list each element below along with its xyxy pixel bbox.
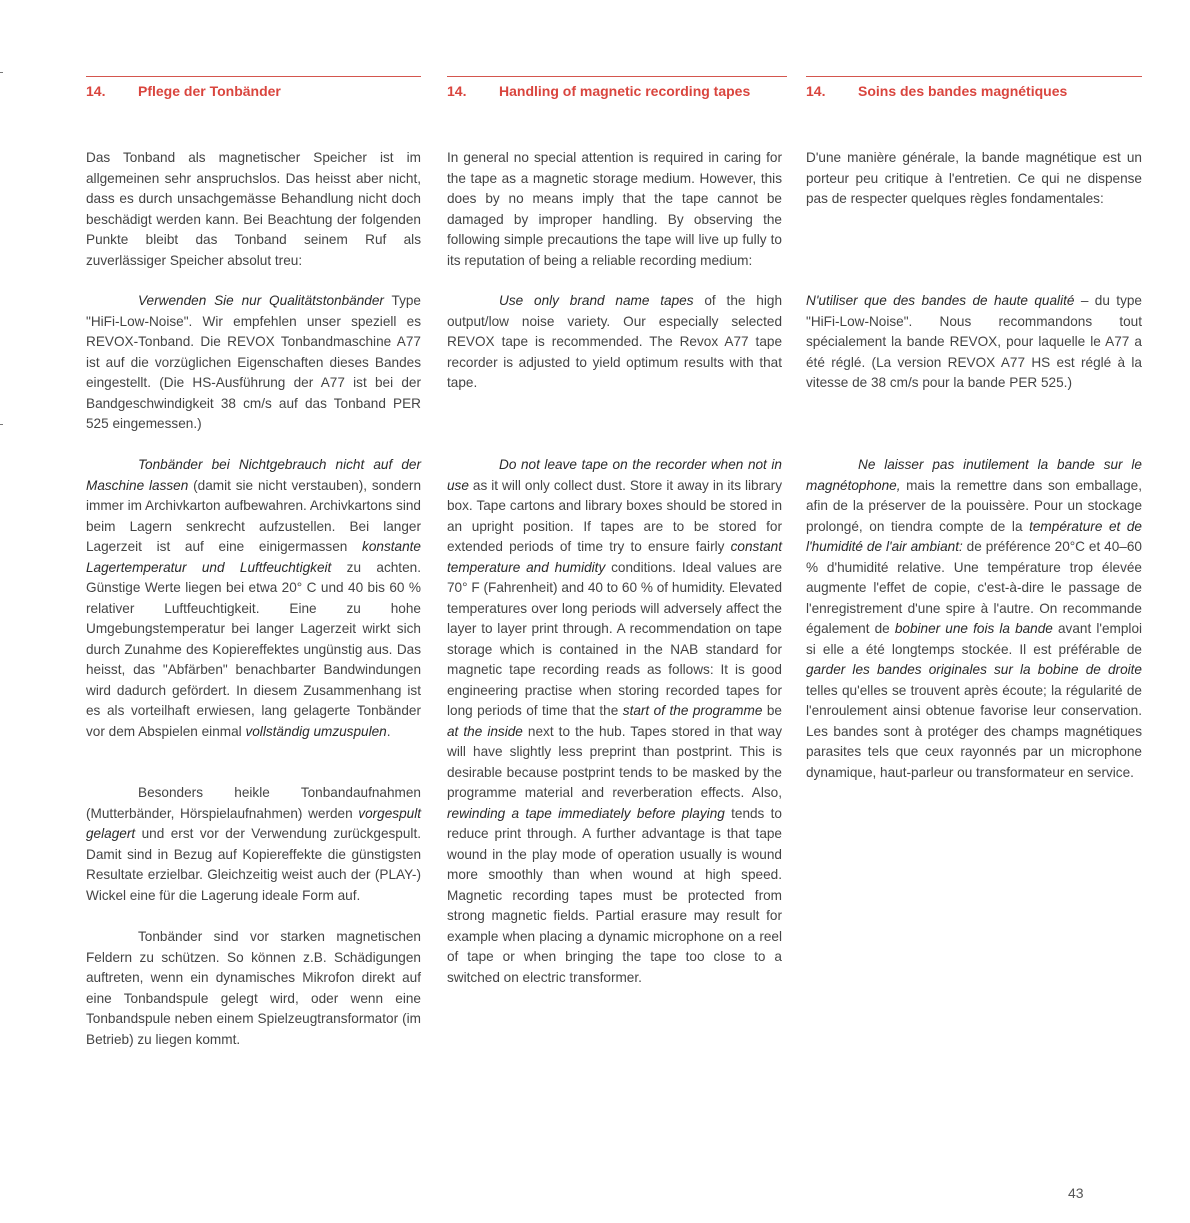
emphasis: Tonbänder bei Nichtgebrauch nicht auf der Maschine lassen <box>86 457 421 493</box>
emphasis: Verwenden Sie nur Qualitätstonbänder <box>138 293 384 308</box>
paragraph-text: avant l'emploi si elle a été longtemps stockée. Il est préférable de <box>806 621 1143 657</box>
paragraph-brand-tapes <box>447 291 782 394</box>
paragraph-text: mais la remettre dans son emballage, afin de la préserver de la pouissère. Pour un stockage prolongé, on tiendra compte de la <box>806 477 1142 534</box>
emphasis: Ne laisser pas inutilement la bande sur le magnétophone, <box>806 457 1142 493</box>
heading-rule <box>86 76 421 77</box>
paragraph-intro <box>447 148 782 271</box>
paragraph-text: (damit sie nicht verstauben), sondern immer im Archivkarton aufbewahren. Archivkartons sind beim Lagern senkrecht aufzustellen. Bei langer Lagerzeit ist auf eine einigermassen <box>86 477 422 554</box>
emphasis: Do not leave tape on the recorder when not in use <box>447 457 782 493</box>
emphasis: N'utiliser que des bandes de haute qualité <box>806 293 1075 308</box>
section-title: Handling of magnetic recording tapes <box>499 83 751 99</box>
emphasis: Use only brand name tapes <box>499 293 694 308</box>
paragraph-text: und erst vor der Verwendung zurückgespult. Damit sind in Bezug auf Kopiereffekte die günstigsten Resultate erzielbar. Gleichzeitig weist auch der (PLAY-) Wickel eine für die Lagerung ideale Form auf. <box>86 826 421 903</box>
paragraph-text: Das Tonband als magnetischer Speicher ist im allgemeinen sehr anspruchslos. Das heisst aber nicht, dass es durch unsachgemässe Behandlung nicht doch beschädigt werden kann. Bei Beachtung der folgenden Punkte bleibt das Tonband seinem Ruf als zuverlässiger Speicher absolut treu: <box>86 150 421 268</box>
margin-mark-top <box>0 72 3 73</box>
paragraph-master-tapes <box>86 783 421 906</box>
paragraph-intro <box>806 148 1142 210</box>
emphasis: start of the programme <box>622 703 763 718</box>
paragraph-intro <box>86 148 421 271</box>
emphasis: garder les bandes originales sur la bobine de droite <box>806 662 1142 677</box>
paragraph-text: telles qu'elles se trouvent après écoute; la régularité de l'enroulement ainsi obtenue favorise leur conservation. Les bandes sont à protéger des champs magnétiques parasites tels que ceux rayonnés par un microphone dynamique, haut-parleur ou transformateur en service. <box>806 682 1142 780</box>
paragraph-text: In general no special attention is required in caring for the tape as a magnetic storage medium. However, this does by no means imply that the tape cannot be damaged by improper handling. By observing the following simple precautions the tape will live up fully to its reputation of being a reliable recording medium: <box>447 150 782 268</box>
emphasis: constant temperature and humidity <box>447 539 782 575</box>
paragraph-text: tends to reduce print through. A further advantage is that tape wound in the play mode of operation usually is wound more smoothly than when wound at high speed. Magnetic recording tapes must be protected from strong magnetic fields. Partial erasure may result for example when placing a dynamic microphone on a reel of tape or when bringing the tape too close to a switched on electric transformer. <box>447 805 782 985</box>
section-number: 14. <box>86 83 106 99</box>
paragraph-text: Tonbänder sind vor starken magnetischen Feldern zu schützen. So können z.B. Schädigungen auftreten, wenn ein dynamisches Mikrofon direkt auf eine Tonbandspule gelegt wird, oder wenn eine Tonbandspule neben einem Spielzeugtransformator (im Betrieb) zu liegen kommt. <box>86 929 421 1047</box>
emphasis: bobiner une fois la bande <box>894 621 1053 636</box>
page-number: 43 <box>1068 1185 1084 1201</box>
paragraph-text: zu achten. Günstige Werte liegen bei etwa 20° C und 40 bis 60 % relativer Luftfeuchtigkeit. Eine zu hohe Umgebungstemperatur bei langer Lagerzeit wirkt sich durch Zunahme des Kopiereffektes ungünstig aus. Das heisst, das "Abfärben" benachbarter Bandwindungen wird dadurch gefördert. In diesem Zusammenhang ist es als vorteilhaft erwiesen, lang gelagerte Tonbänder vor dem Abspielen einmal <box>86 559 421 739</box>
emphasis: rewinding a tape immediately before playing <box>447 805 725 821</box>
paragraph-text: D'une manière générale, la bande magnétique est un porteur peu critique à l'entretien. Ce qui ne dispense pas de respecter quelques règles fondamentales: <box>806 150 1142 206</box>
heading-rule <box>806 76 1142 77</box>
paragraph-text: next to the hub. Tapes stored in that way will have slightly less preprint than postprint. This is desirable because postprint tends to be masked by the programme material and reverberation effects. Also, <box>447 723 782 800</box>
paragraph-text: be <box>762 703 782 718</box>
paragraph-storage <box>86 455 421 742</box>
paragraph-text: . <box>386 723 391 739</box>
section-number: 14. <box>447 83 467 99</box>
paragraph-text: – du type "HiFi-Low-Noise". Nous recommandons tout spécialement la bande REVOX, pour laquelle le A77 a été réglé. (La version REVOX A77 HS est réglé à la vitesse de 38 cm/s pour la bande PER 525.) <box>806 293 1142 390</box>
emphasis: vollständig umzuspulen <box>245 723 387 739</box>
paragraph-text: de préférence 20°C et 40–60 % d'humidité relative. Une température trop élevée augmente l'effet de copie, c'est-à-dire le passage de l'enregistrement d'une spire à l'autre. On recommande également de <box>806 539 1142 636</box>
margin-mark-middle <box>0 424 3 425</box>
emphasis: température et de l'humidité de l'air ambiant: <box>806 518 1142 554</box>
emphasis: vorgespult gelagert <box>86 805 421 841</box>
section-heading <box>447 83 782 99</box>
heading-rule <box>447 76 787 77</box>
section-number: 14. <box>806 83 826 99</box>
emphasis: at the inside <box>447 723 523 739</box>
paragraph-magnetic-fields <box>86 927 421 1050</box>
paragraph-text: Besonders heikle Tonbandaufnahmen (Mutterbänder, Hörspielaufnahmen) werden <box>86 785 421 821</box>
paragraph-storage <box>447 455 782 988</box>
paragraph-storage <box>806 455 1142 783</box>
paragraph-quality-tapes <box>806 291 1142 394</box>
emphasis: konstante Lagertemperatur und Luftfeuchtigkeit <box>86 539 421 575</box>
paragraph-text: Type "HiFi-Low-Noise". Wir empfehlen unser speziell es REVOX-Tonband. Die REVOX Tonbandmaschine A77 ist auf die vorzüglichen Eigenschaften dieses Bandes eingestellt. (Die HS-Ausführung der A77 ist bei der Bandgeschwindigkeit 38 cm/s auf das Tonband PER 525 eingemessen.) <box>86 293 421 431</box>
section-heading <box>86 83 421 99</box>
paragraph-text: as it will only collect dust. Store it away in its library box. Tape cartons and library boxes should be stored in an upright position. If tapes are to be stored for extended periods of time try to ensure fairly <box>447 477 782 554</box>
paragraph-text: conditions. Ideal values are 70° F (Fahrenheit) and 40 to 60 % of humidity. Elevated temperatures over long periods will adversely affect the layer to layer print through. A recommendation on tape storage which is contained in the NAB standard for magnetic tape recording reads as follows: It is good engineering practise when storing recorded tapes for long periods of time that the <box>447 559 782 718</box>
section-heading <box>806 83 1142 99</box>
section-title: Pflege der Tonbänder <box>138 83 281 99</box>
section-title: Soins des bandes magnétiques <box>858 83 1068 99</box>
paragraph-text: of the high output/low noise variety. Our especially selected REVOX tape is recommended. The Revox A77 tape recorder is adjusted to yield optimum results with that tape. <box>447 293 783 390</box>
paragraph-quality-tapes <box>86 291 421 435</box>
